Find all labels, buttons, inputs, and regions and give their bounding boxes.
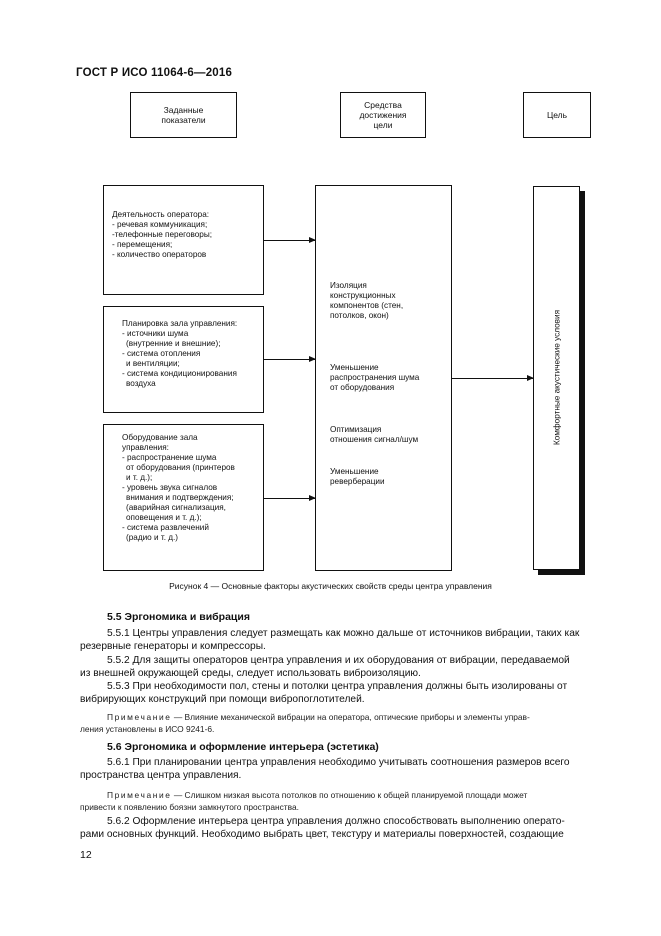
box-line: Оборудование зала (122, 433, 198, 442)
box-label: Средства достижения цели (359, 100, 407, 130)
figure-caption: Рисунок 4 — Основные факторы акустических свойств среды центра управления (169, 581, 492, 591)
box-means (340, 92, 426, 138)
note-5-6 (80, 789, 620, 813)
text-line: резервные генераторы и компрессоры. (80, 640, 266, 652)
note-text: — Слишком низкая высота потолков по отношению к общей планируемой площади может (173, 790, 528, 800)
goal-comfort-text: Комфортные акустические условия (552, 309, 562, 446)
box-given-indicators (130, 92, 237, 138)
box-line: - система развлечений (122, 523, 209, 532)
means-item-reverberation (330, 467, 385, 487)
box-line: - уровень звука сигналов (122, 483, 218, 492)
box-line: - система кондиционирования (122, 369, 237, 378)
note-line: ления установлены в ИСО 9241-6. (80, 724, 215, 734)
text-line: 5.6.2 Оформление интерьера центра управления должно способствовать выполнению операто- (107, 816, 565, 827)
box-goal (523, 92, 591, 138)
means-item-equipment-noise (330, 363, 419, 393)
box-line: оповещения и т. д.); (126, 513, 202, 522)
note-line: привести к появлению боязни замкнутого пространства. (80, 802, 299, 812)
means-line: распространения шума (330, 373, 420, 382)
box-line: воздуха (126, 379, 156, 388)
means-line: Уменьшение (330, 363, 379, 372)
means-item-snr (330, 425, 418, 445)
box-line: Планировка зала управления: (122, 319, 238, 328)
note-text: — Влияние механической вибрации на оператора, оптические приборы и элементы управ- (173, 712, 530, 722)
page-number: 12 (80, 849, 92, 861)
means-line: отношения сигнал/шум (330, 435, 419, 444)
paragraph-5-6-1 (80, 757, 614, 782)
means-line: Оптимизация (330, 425, 382, 434)
section-5-6-title: 5.6 Эргономика и оформление интерьера (эстетика) (107, 741, 379, 753)
means-line: реверберации (330, 477, 385, 486)
note-5-5 (80, 711, 620, 735)
means-line: компонентов (стен, (330, 301, 404, 310)
box-line: - речевая коммуникация; (112, 220, 208, 229)
box-operator-activity (103, 185, 264, 295)
section-5-5-title: 5.5 Эргономика и вибрация (107, 611, 250, 623)
arrow-layout-to-means (264, 359, 315, 360)
arrow-activity-to-means (264, 240, 315, 241)
box-line: от оборудования (принтеров (126, 463, 235, 472)
box-label: Заданные показатели (161, 105, 206, 125)
box-line: -телефонные переговоры; (112, 230, 213, 239)
text-line: пространства центра управления. (80, 769, 242, 781)
paragraph-5-5-2 (80, 655, 614, 680)
box-line: - распространение шума (122, 453, 217, 462)
box-control-room-layout (103, 306, 264, 413)
box-line: (внутренние и внешние); (126, 339, 221, 348)
text-line: 5.5.2 Для защиты операторов центра управления и их оборудования от вибрации, передаваемой (107, 655, 570, 666)
means-line: Изоляция (330, 281, 367, 290)
arrow-means-to-goal (452, 378, 533, 379)
text-line: рами основных функций. Необходимо выбрать цвет, текстуру и материалы поверхностей, создающие (80, 828, 564, 840)
paragraph-5-6-2 (80, 816, 614, 841)
text-line: из внешней окружающей среды, следует использовать виброизоляцию. (80, 667, 421, 679)
box-line: - перемещения; (112, 240, 173, 249)
box-line: - количество операторов (112, 250, 207, 259)
arrow-equipment-to-means (264, 498, 315, 499)
box-line: и вентиляции; (126, 359, 180, 368)
box-line: Деятельность оператора: (112, 210, 210, 219)
box-line: внимания и подтверждения; (126, 493, 234, 502)
box-line: - источники шума (122, 329, 189, 338)
box-line: управления: (122, 443, 169, 452)
paragraph-5-5-3 (80, 681, 614, 706)
page-header: ГОСТ Р ИСО 11064-6—2016 (76, 67, 233, 79)
note-line (80, 789, 620, 801)
note-line (80, 711, 620, 723)
means-line: конструкционных (330, 291, 396, 300)
means-item-insulation (330, 281, 403, 321)
box-control-room-equipment (103, 424, 264, 571)
box-line: - система отопления (122, 349, 201, 358)
text-line: вибрирующих конструкций при помощи вибропоглотителей. (80, 693, 365, 705)
paragraph-5-5-1 (80, 628, 614, 653)
box-line: (аварийная сигнализация, (126, 503, 226, 512)
means-line: потолков, окон) (330, 311, 389, 320)
text-line: 5.5.1 Центры управления следует размещать как можно дальше от источников вибрации, таких как (107, 628, 580, 639)
box-line: (радио и т. д.) (126, 533, 179, 542)
box-label: Цель (546, 110, 568, 120)
text-line: 5.5.3 При необходимости пол, стены и потолки центра управления должны быть изолированы от (107, 681, 568, 692)
means-line: Уменьшение (330, 467, 379, 476)
text-line: 5.6.1 При планировании центра управления необходимо учитывать соотношения размеров всего (107, 757, 570, 768)
box-line: и т. д.); (126, 473, 153, 482)
note-label: Примечание (107, 790, 172, 800)
means-line: от оборудования (330, 383, 395, 392)
note-label: Примечание (107, 712, 172, 722)
